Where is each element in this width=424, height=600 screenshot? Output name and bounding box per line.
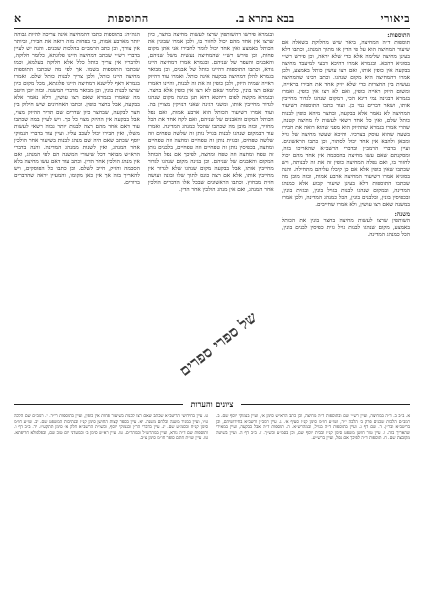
column-right-text: תוספות ד״ה המחיצה, ביאר שיש מחלוקת בשאלה אם שיעור המחיצה הוא על פי הדין או מתוך המנהג, וכתבו דלא בעינן מחיצה שלימה אלא כדי שלא יראה, וכן פירש רש״י בסוגיא דהכא. ובגמרא אמרו דהיכא דבעי למיעבד מחיצה בבקעה אין כופין אותו, ואם רצו עושין כותל באמצע, ולכן אמרו דהמחיצה היא מקום שנהגו. וכתב רבינו שהמחיצה נעשית בין החצרות כדי שלא יזיק אחד את חבירו בראייה, ומשום היזק ראייה כופין, ואם לא רצו אין כופין. ואמרו בגמרא דבגינה נמי דינא הכי, דמקום שנהגו לגדור מחייבין אותו, ושאר דברים נמי כן. ועוד כתבו התוספות דשיעור המחיצה לא נאמר אלא בבקעה, ובחצר מיהא כופין לבנות כותל שלם, ואין כל אחד רשאי לעשות לו מחיצה קטנה, שהרי אמרו בגמרא שההיזק הוא מפני שהוא רואה את חבירו בשעה שהוא עוסק בצרכיו. והיכא שעשו מחיצה של גויל ומכאן ולהבא אין אחד יכול לסתור, וכן כתבו הראשונים. ועיין בדברי הרמב״ן ובדברי הרשב״א שהאריכו בזה, ומסקנתם שאם עשו מחיצה בהסכמה אין אחד מהם יכול לחזור בו, ואם נפלה המחיצה כופין זה את זה לבנותה, ויש שכתבו שאין כופין אלא אם כן קיבלו עליהם מתחילה. והנה בסוגיא אמרו דשיעור המחיצה ארבע אמות, ובזה מובן מה שכתבו התוספות דלא בעינן שיעור קבוע אלא כמנהג המדינה, ובמקום שנהגו לבנות בגויל בונין, ובגזית בונין, ובכפיסין בונין, ובלבנים בונין, הכל כמנהג המדינה, ולכן אמרו במשנה שאם רצו עושין, ולא אמרו שחייבים. bbox=[281, 40, 410, 209]
column-middle-text: ובגמרא פירשו דהשותפין שרצו לעשות מחיצה בחצר, כיון שרצו אין אחד מהם יכול לחזור בו, ולכן אמרו שבונין את הכותל באמצע ואין אחד יכול לומר לחבירו אני אתן מקום פחות, וכן פירש רש״י שהמחיצה נעשית משל שניהם, והאבנים והעפר של שניהם. ובגמרא אמרו דמחיצה היינו גודא, וכתבו התוספות דהיינו כותל של אבנים, וכן מבואר בגמרא להלן דמחיצה בבקעה אינה כותל. ואמרו עוד דהיזק ראייה שמיה היזק, ולכן כופין זה את זה לבנות, והיינו דאמרו שאם רצו בונין, כלומר שאם לא רצו אין כופין אלא בחצר. ובגמרא מקשה לפום ריהטא דהא תנן בגינה מקום שנהגו לגדור מחייבין אותו, ומשני דגינה שאני דנזיקין מצויין בה. ועוד אמרו דשיעור הכותל הוא ארבע אמות, ואם נפל הכותל המקום והאבנים של שניהם, ואם לקח אחד את הכל מחזיר, ובזה מובן מה שכתבו שהכל כמנהג המדינה. ואמרו עוד דבמקום שנהגו לבנות בגויל נותן זה שלשה טפחים וזה שלשה טפחים, ובגזית נותן זה טפחיים ומחצה וזה טפחיים ומחצה, בכפיסין נותן זה טפחיים וזה טפחיים, בלבנים נותן זה טפח ומחצה וזה טפח ומחצה, לפיכך אם נפל הכותל המקום והאבנים של שניהם. וכן בגינה מקום שנהגו לגדור מחייבין אותו, אבל בבקעה מקום שנהגו שלא לגדור אין מחייבין אותו, אלא אם רצה כונס לתוך שלו ובונה ועושה חזית מבחוץ. וכתבו הראשונים שבכל אלו הדברים הולכין אחר המנהג, ואם אין מנהג הולכין אחר הדין. bbox=[147, 32, 274, 194]
watermark-stamp: של ספרי ספרים bbox=[175, 307, 261, 380]
main-text bbox=[14, 32, 410, 392]
section-divider bbox=[14, 398, 410, 410]
column-left-text: הגה״ה: בתוספות כתבו דהמחיצה אינה צריכה להיות גבוהה יותר מארבע אמות, כי בפחות מזה רואה את חבירו, וביותר אין צורך, וכן כתב הרמב״ם בהלכות שכנים. והנה יש לעיין בדברי רש״י שכתב דמחיצה היינו פלוגתא, כלומר חלוקה, ולדבריו אין צריך כותל כלל אלא חלוקה בעלמא, וכמו שכתבו התוספות בשמו. אך לפי מה שכתבו התוספות מחיצה היינו כותל, ולכן צריך לבנות כותל שלם. ואמרו בגמרא דאף ללישנא דמחיצה היינו פלוגתא, מכל מקום כיון שרצו לבנות בונין, וכן מבואר מדברי המשנה. ובזה יובן היטב מה שאמרו בגמרא שאם רצו עושין, דלא נאמר אלא בבקעה, אבל בחצר כופין. וכתבו האחרונים שיש חילוק בין חצר לבקעה, שבחצר כיון שדרים שם תדיר ההיזק מצוי, אבל בבקעה אין ההיזק מצוי כל כך. ויש לעיין במה שכתבו עוד דאם אחד מהם רצה לבנות יותר גבוה רשאי לעשות משלו, ואין חבירו יכול לעכב עליו. ועיין עוד בדברי הנמוקי יוסף שכתב שאם היה שם מנהג לבנות בשיעור אחר הולכין אחר המנהג, ואין לשנות ממנהג המדינה. והנה בדברי הרא״ש מבואר דכל שיעורי המשנה הם לפי המנהג, ואם אין מנהג הולכין אחר הדין. וכתב עוד דאם עשו מחיצה בלא הסכמה והזיק, חייב לשלם. וכן כתבו כל הפוסקים, ויש להאריך בזה אך אין כאן מקומו, והמעיין יראה שהדברים ברורים. bbox=[14, 32, 140, 186]
footnotes-right: א. ב״ב ב. ד״ה במחיצה, ועיין רש״י שם ובתוספות ד״ה מחיצה, וכן כתב הרא״ש סימן א׳, ועיין בנמוקי יוסף שם. ב. רמב״ם הלכות שכנים פרק ב׳ הלכה י״ד, ושו״ע חו״מ סימן קנ״ז סעיף א׳. ג. עיין רמב״ן ורשב״א בחידושיהם, וכן בריטב״א ובר״ן. ד. שם דף ג. ועיין בתוספות ד״ה בגויל, ובמהרש״א. ה. תוספות ד״ה אבל בבקעה, ועיין במאירי שהאריך בזה. ו. עיין טור חושן משפט סימן קנ״ז ובבית יוסף שם, וכן בסמ״ע ובש״ך. ז. ב״ב דף ה. ועיין בשיטה מקובצת שם. ח. תוספות ד״ה לפיכך אם נפל, ועיין ברש״ש. bbox=[216, 414, 410, 442]
header-rule bbox=[14, 28, 410, 29]
section-title: התוספות bbox=[107, 11, 149, 25]
page-letter: א bbox=[14, 11, 22, 25]
column-middle bbox=[148, 32, 274, 392]
column-right bbox=[282, 32, 410, 392]
page-header bbox=[14, 10, 410, 26]
footnotes-left: ט. עיין בחידושי הריטב״א שכתב שאם רצו לבנות בשיעור פחות אין כופין, ועיין בתוספות רי״ד. י. רמב״ם שם הלכה ט״ו, ועיין במגיד משנה ובלחם משנה. יא. עיין בספר קצות החושן סימן קנ״ז ובנתיבות המשפט שם. יב. שו״ע חו״מ סימן קנ״ח ובסמ״ע שם. יג. עיין בדברי הר״ן ובנמוקי יוסף, ובשו״ת הרשב״א חלק א׳ סימן תתקע״ז. יד. ב״ב דף ו. ותוספות שם ד״ה גודא, ועיין במהרש״ל ובמהר״ם. טו. עיין רא״ש סימן ב׳ ובמעדני יום טוב שם, ובפלפולא חריפתא. טז. עיין שו״ת חתם סופר חו״מ סימן צ״ב. bbox=[14, 414, 208, 442]
column-left bbox=[14, 32, 140, 392]
footnotes bbox=[14, 414, 410, 590]
divider-title: ציונים והערות bbox=[190, 399, 234, 409]
mishna-label: משנה: bbox=[394, 211, 410, 219]
commentary-title: ביאורי bbox=[380, 11, 410, 25]
tractate-title: בבא בתרא ב. bbox=[235, 11, 295, 25]
mishna-text: השותפין שרצו לעשות מחיצה בחצר בונין את הכותל באמצע, מקום שנהגו לבנות גויל גזית כפיסין לבנים בונין, הכל כמנהג המדינה. bbox=[281, 218, 410, 239]
column-right-label: התוספות: bbox=[387, 32, 410, 39]
